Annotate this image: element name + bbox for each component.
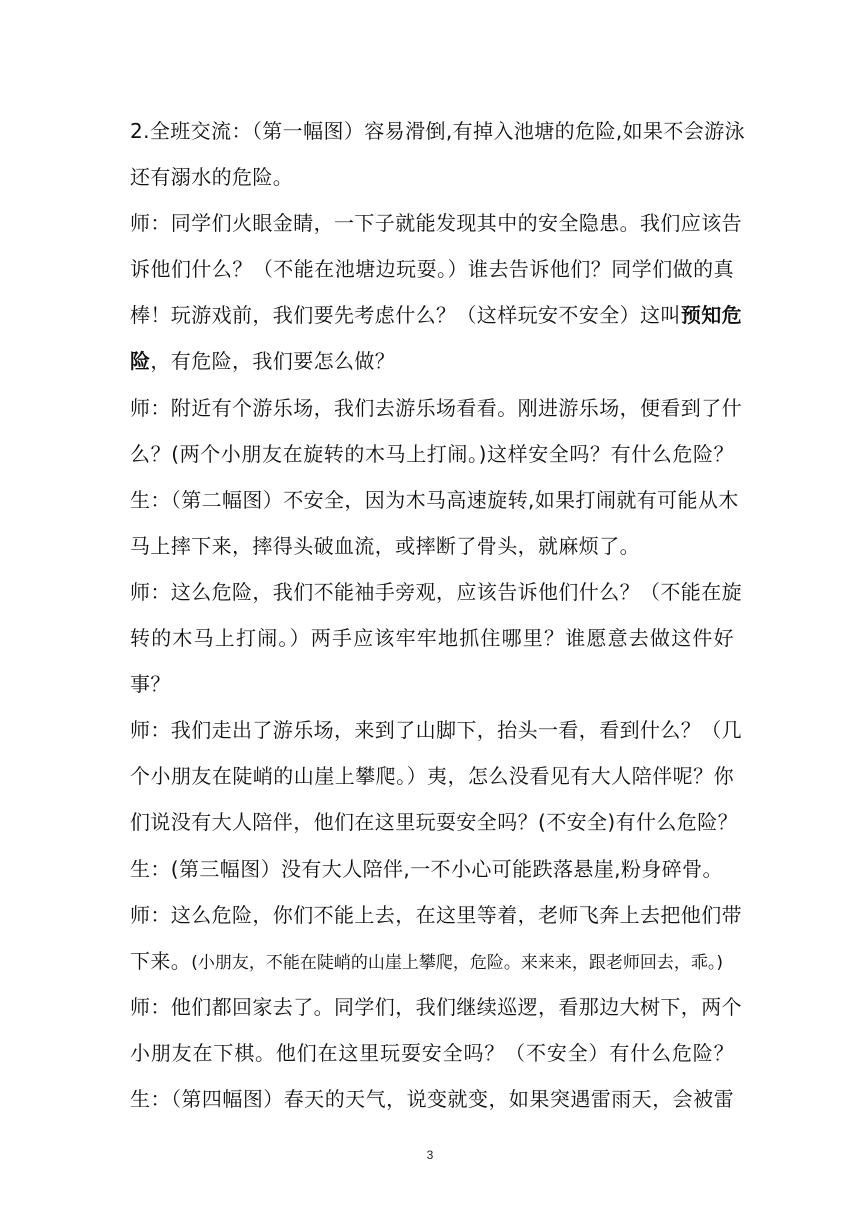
text-run: ，有危险，我们要怎么做？ bbox=[150, 349, 396, 374]
text-line: 还有溺水的危险。 bbox=[130, 165, 294, 190]
text-line: 师：我们走出了游乐场，来到了山脚下，抬头一看，看到什么？（几 bbox=[130, 718, 742, 743]
small-text-run: (小朋友，不能在陡峭的山崖上攀爬，危险。来来来，跟老师回去，乖。) bbox=[191, 952, 723, 973]
text-line: 师：这么危险，我们不能袖手旁观，应该告诉他们什么？（不能在旋 bbox=[130, 579, 742, 604]
text-line: 马上摔下来，摔得头破血流，或摔断了骨头，就麻烦了。 bbox=[130, 533, 640, 558]
text-line bbox=[130, 338, 734, 384]
text-line: 转的木马上打闹。）两手应该牢牢地抓住哪里？谁愿意去做这件好 bbox=[130, 626, 734, 651]
text-line: 师：他们都回家去了。同学们，我们继续巡逻，看那边大树下，两个 bbox=[130, 994, 742, 1019]
text-line: 们说没有大人陪伴，他们在这里玩耍安全吗？(不安全)有什么危险？ bbox=[130, 810, 739, 835]
text-line: 事？ bbox=[130, 672, 171, 697]
text-line: 生：（第四幅图）春天的天气，说变就变，如果突遇雷雨天，会被雷 bbox=[130, 1086, 734, 1111]
text-run: 棒！玩游戏前，我们要先考虑什么？（这样玩安不安全）这叫 bbox=[130, 303, 681, 328]
text-run: 下来。 bbox=[130, 948, 192, 973]
text-line: 个小朋友在陡峭的山崖上攀爬。）夷，怎么没看见有大人陪伴呢？你 bbox=[130, 764, 734, 789]
document-body bbox=[130, 108, 745, 1122]
text-line: 师：附近有个游乐场，我们去游乐场看看。刚进游乐场，便看到了什 bbox=[130, 395, 742, 420]
text-line: 师：同学们火眼金睛，一下子就能发现其中的安全隐患。我们应该告 bbox=[130, 211, 742, 236]
text-line: 2.全班交流：（第一幅图）容易滑倒,有掉入池塘的危险,如果不会游泳 bbox=[130, 119, 745, 143]
page-number: 3 bbox=[426, 1148, 434, 1162]
text-line: 么？(两个小朋友在旋转的木马上打闹。)这样安全吗？有什么危险？ bbox=[130, 441, 734, 466]
text-line: 小朋友在下棋。他们在这里玩耍安全吗？（不安全）有什么危险？ bbox=[130, 1040, 734, 1065]
text-line: 师：这么危险，你们不能上去，在这里等着，老师飞奔上去把他们带 bbox=[130, 902, 742, 927]
bold-term: 预知危 bbox=[680, 303, 743, 328]
text-line: 生：（第二幅图）不安全，因为木马高速旋转,如果打闹就有可能从木 bbox=[130, 487, 739, 512]
text-line bbox=[130, 292, 743, 338]
bold-term: 险 bbox=[130, 349, 151, 374]
text-line bbox=[130, 938, 734, 984]
text-line: 生：(第三幅图）没有大人陪伴,一不小心可能跌落悬崖,粉身碎骨。 bbox=[130, 856, 723, 881]
text-line: 诉他们什么？（不能在池塘边玩耍。）谁去告诉他们？同学们做的真 bbox=[130, 257, 734, 282]
